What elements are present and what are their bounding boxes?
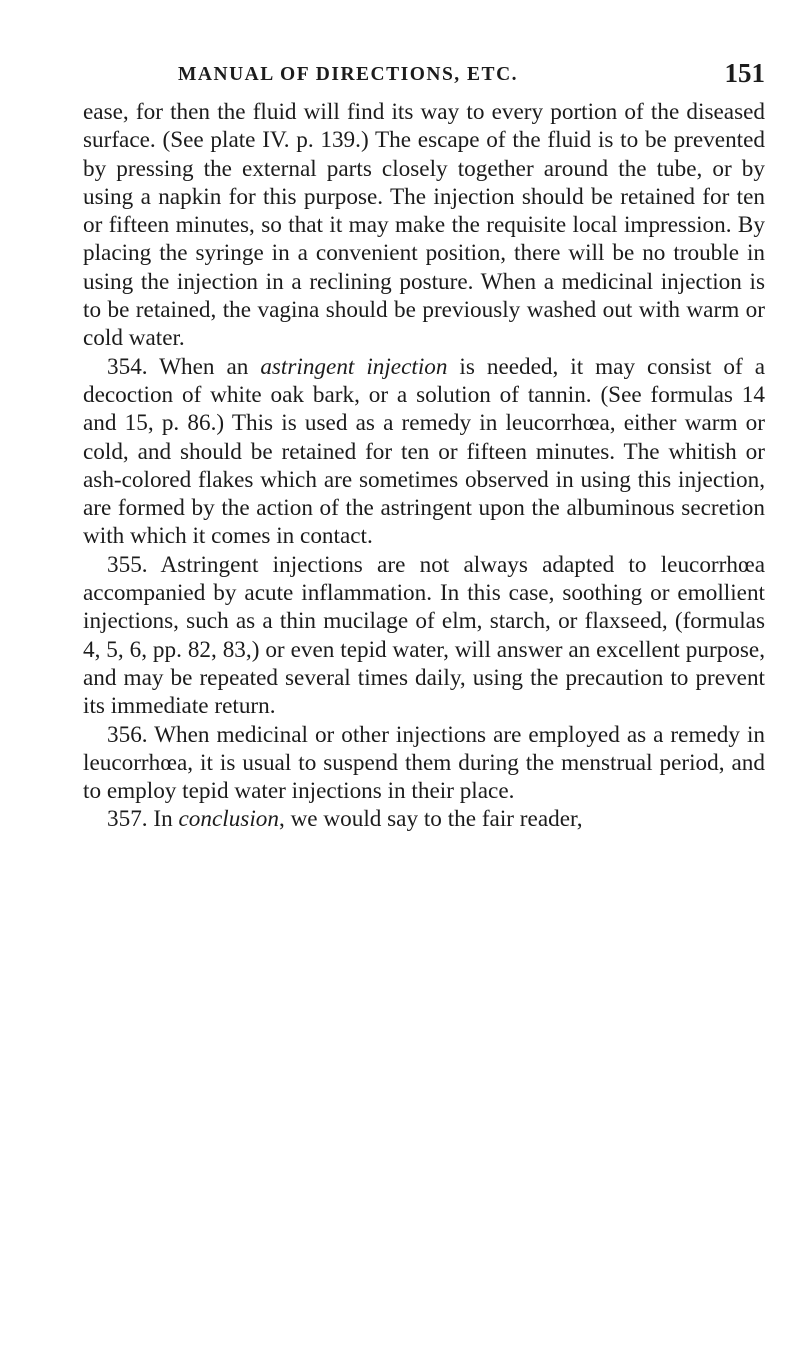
paragraph-text: ease, for then the fluid will find its way to every portion of the diseased surface. (See plate IV. p. 139.) The escape of the fluid is to be prevented by pressing the external parts closely together around the tube, or by using a napkin for this purpose. The injection should be retained for ten or fifteen minutes, so that it may make the requisite local impression. By placing the syringe in a convenient position, there will be no trouble in using the injection in a reclining posture. When a medicinal injection is to be retained, the vagina should be previously washed out with warm or cold water. (83, 99, 765, 352)
paragraph-355 (83, 551, 765, 721)
paragraph-354 (83, 353, 765, 551)
paragraph-number: 356. (107, 721, 148, 748)
paragraph-text: In (147, 806, 179, 833)
paragraph-number: 354. (107, 353, 148, 380)
paragraph-357 (83, 805, 765, 833)
paragraph-continued (83, 98, 765, 353)
body-text (83, 98, 765, 834)
paragraph-text: Astringent injections are not always adapted to leucorrhœa accompanied by acute inflammation. In this case, soothing or emollient injections, such as a thin mucilage of elm, starch, or flaxseed, (formulas 4, 5, 6, pp. 82, 83,) or even tepid water, will answer an excellent purpose, and may be repeated several times daily, using the precaution to prevent its immediate return. (83, 551, 765, 720)
paragraph-number: 357. (107, 806, 148, 833)
italic-term: astringent injection (260, 353, 448, 380)
running-head-title: MANUAL OF DIRECTIONS, ETC. (178, 64, 519, 85)
paragraph-text: , we would say to the fair reader, (278, 806, 583, 833)
book-page (83, 56, 765, 834)
paragraph-number: 355. (107, 551, 148, 578)
paragraph-text: When an (147, 353, 261, 380)
italic-term: conclusion (178, 806, 279, 833)
page-number: 151 (724, 58, 765, 88)
paragraph-text: When medicinal or other injections are employed as a remedy in leucorrhœa, it is usual to suspend them during the menstrual period, and to employ tepid water injections in their place. (83, 721, 765, 805)
paragraph-356 (83, 721, 765, 806)
running-head (83, 56, 765, 96)
paragraph-text: is needed, it may consist of a decoction of white oak bark, or a solution of tannin. (See formulas 14 and 15, p. 86.) This is used as a remedy in leucorrhœa, either warm or cold, and should be retained for ten or fifteen minutes. The whitish or ash-colored flakes which are sometimes observed in using this injection, are formed by the action of the astringent upon the albuminous secretion with which it comes in contact. (83, 353, 765, 550)
